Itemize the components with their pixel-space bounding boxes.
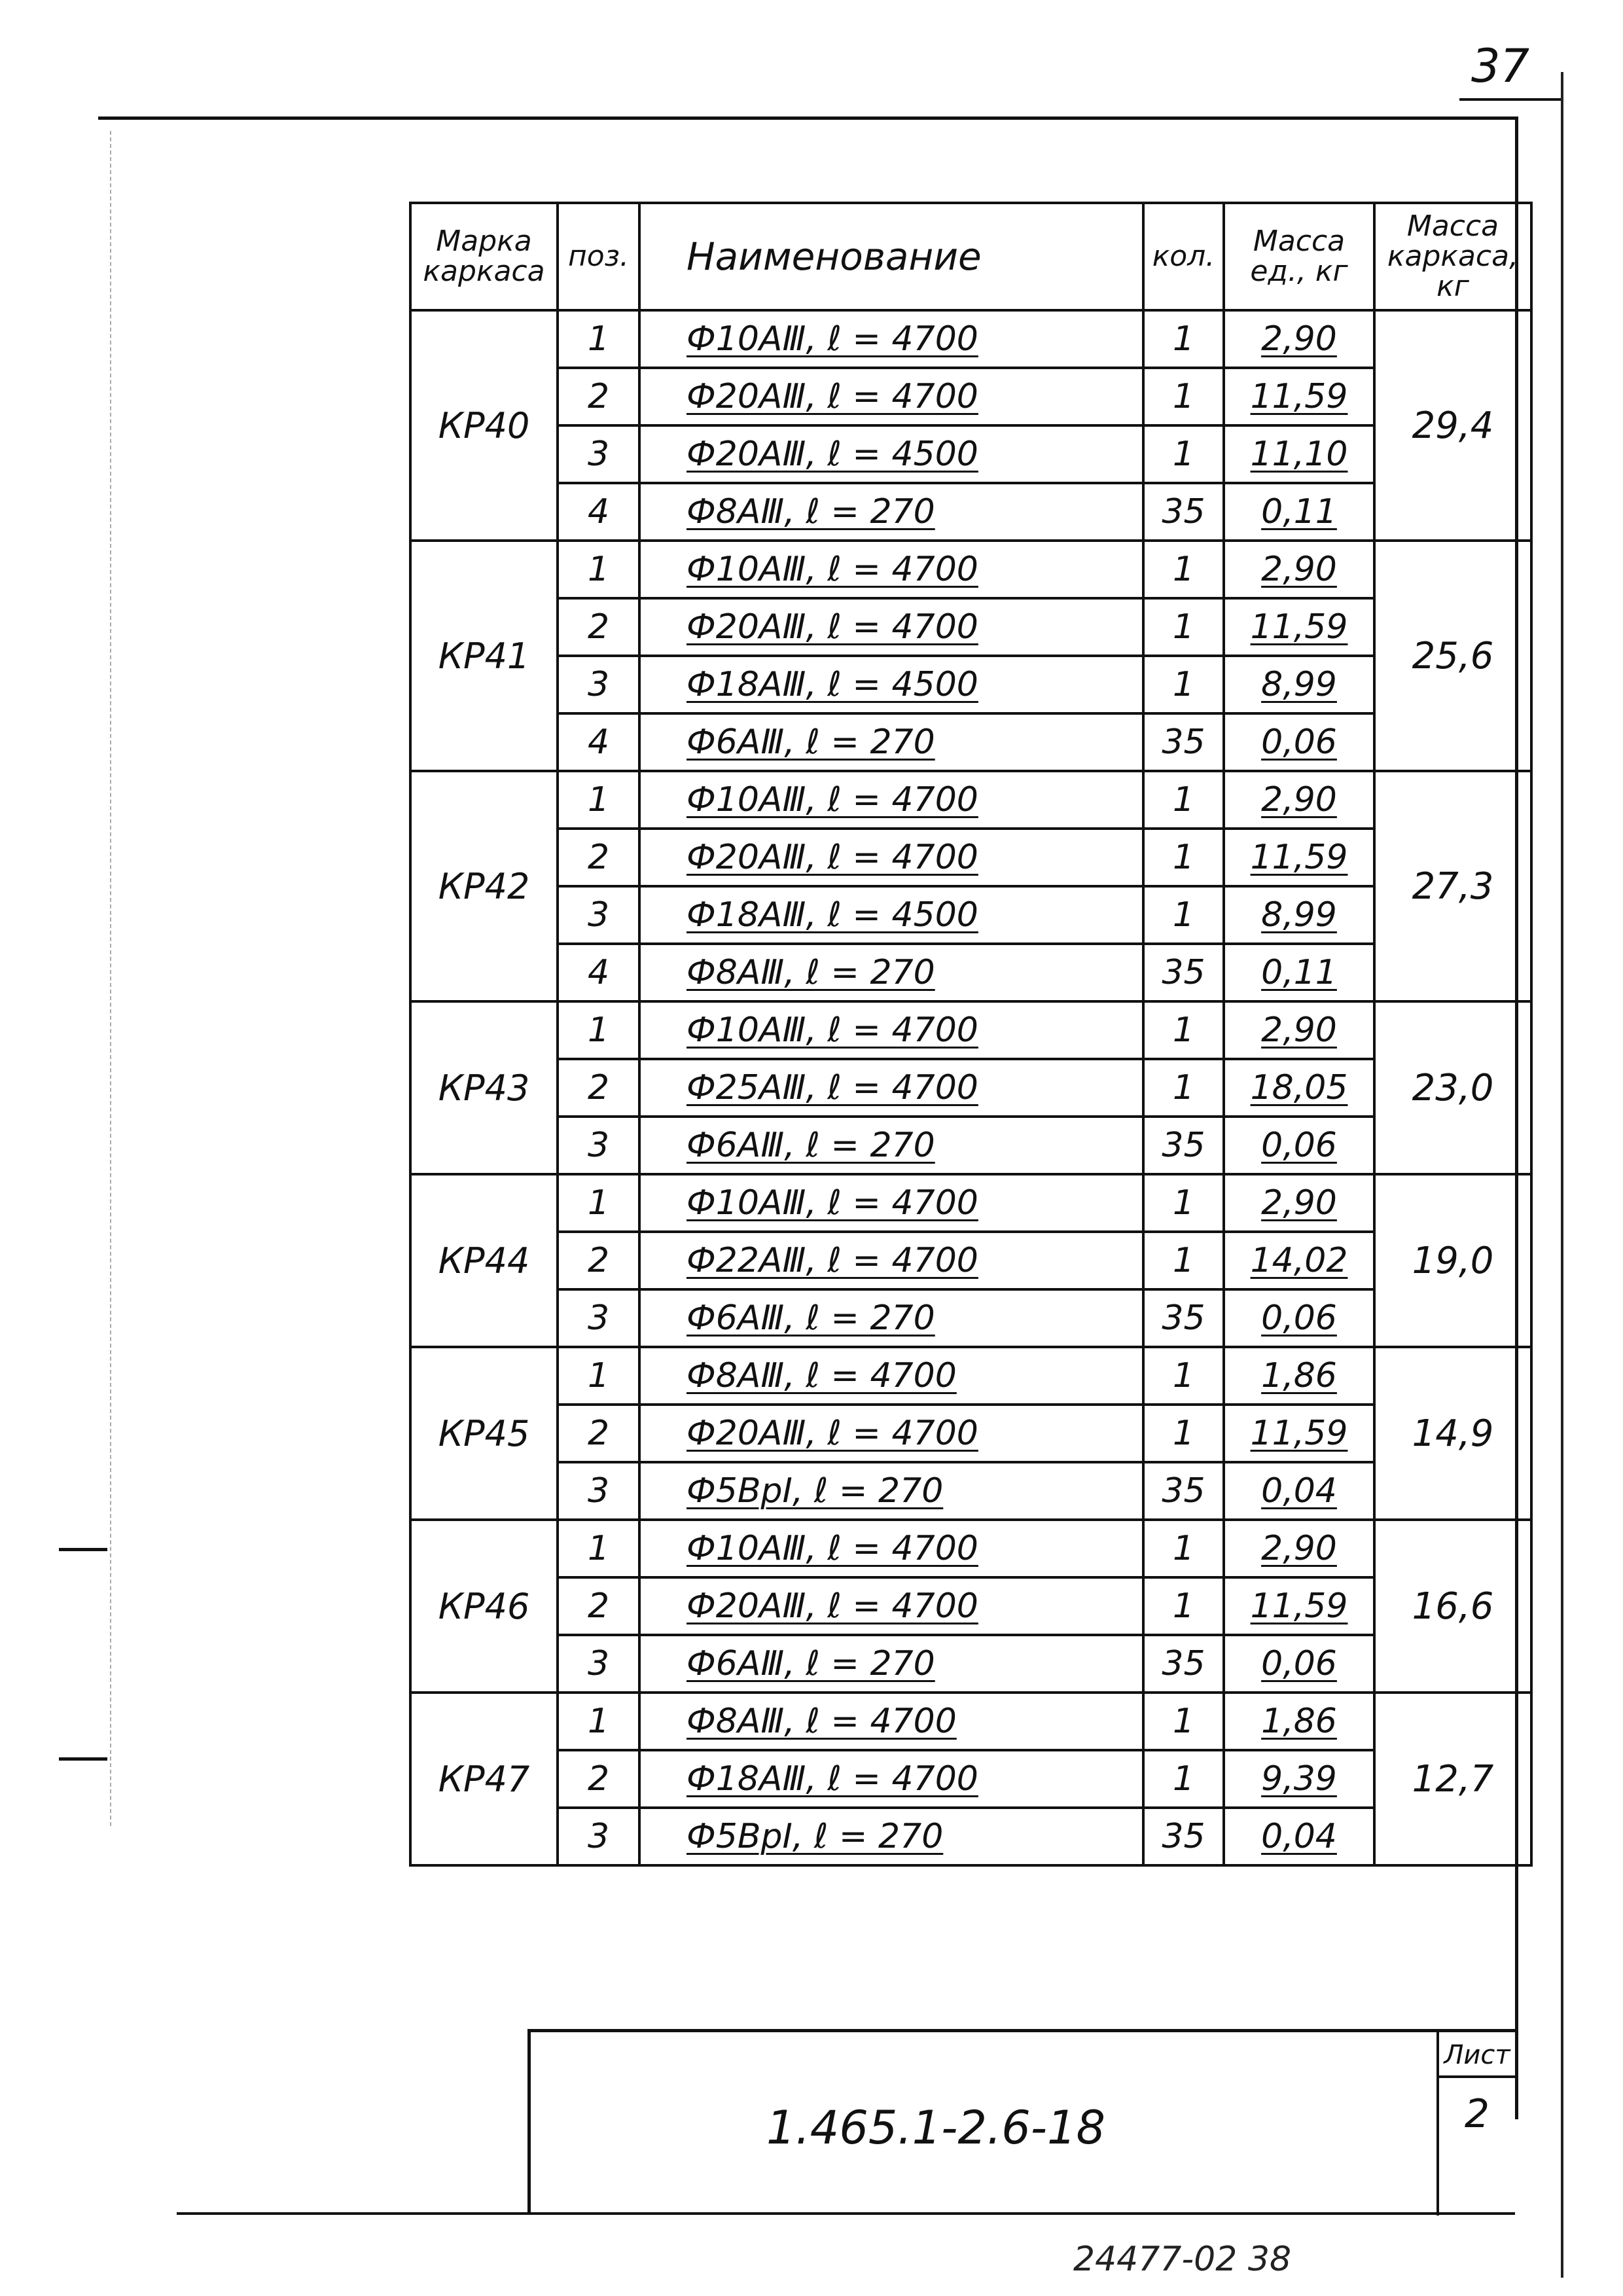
unit-mass-cell: 11,59 xyxy=(1224,1405,1374,1462)
unit-mass-cell: 2,90 xyxy=(1224,1001,1374,1059)
quantity-cell: 1 xyxy=(1143,1520,1224,1577)
frame-mark-cell: КР43 xyxy=(410,1001,558,1174)
quantity-cell: 35 xyxy=(1143,1117,1224,1174)
frame-mark-cell: КР47 xyxy=(410,1693,558,1865)
quantity-cell: 35 xyxy=(1143,483,1224,541)
table-row xyxy=(410,656,1531,713)
table-row xyxy=(410,1750,1531,1808)
name-cell: Ф20АⅢ, ℓ = 4700 xyxy=(639,1405,1143,1462)
binding-edge xyxy=(110,131,111,1826)
table-row xyxy=(410,1117,1531,1174)
frame-mass-cell: 29,4 xyxy=(1374,310,1531,541)
quantity-cell: 1 xyxy=(1143,829,1224,886)
table-row xyxy=(410,310,1531,368)
unit-mass-cell: 0,04 xyxy=(1224,1808,1374,1865)
name-cell: Ф20АⅢ, ℓ = 4700 xyxy=(639,598,1143,656)
table-row xyxy=(410,944,1531,1001)
sheet-box xyxy=(1436,2032,1515,2215)
title-block xyxy=(527,2029,1515,2212)
table-row xyxy=(410,1693,1531,1750)
header-frame-mass: Масса каркаса, кг xyxy=(1374,203,1531,310)
sheet-label: Лист xyxy=(1439,2032,1515,2078)
table-row xyxy=(410,1577,1531,1635)
unit-mass-cell: 0,11 xyxy=(1224,483,1374,541)
name-cell: Ф6АⅢ, ℓ = 270 xyxy=(639,1289,1143,1347)
table-header-row xyxy=(410,203,1531,310)
table-row xyxy=(410,368,1531,425)
name-cell: Ф10АⅢ, ℓ = 4700 xyxy=(639,541,1143,598)
position-cell: 3 xyxy=(558,1808,639,1865)
name-cell: Ф25АⅢ, ℓ = 4700 xyxy=(639,1059,1143,1117)
frame-mark-cell: КР42 xyxy=(410,771,558,1001)
frame-mark-cell: КР44 xyxy=(410,1174,558,1347)
position-cell: 3 xyxy=(558,886,639,944)
binding-mark xyxy=(59,1757,107,1761)
position-cell: 2 xyxy=(558,1059,639,1117)
table-row xyxy=(410,886,1531,944)
name-cell: Ф18АⅢ, ℓ = 4700 xyxy=(639,1750,1143,1808)
table-row xyxy=(410,713,1531,771)
archive-code: 24477-02 38 xyxy=(1073,2240,1292,2279)
name-cell: Ф10АⅢ, ℓ = 4700 xyxy=(639,1520,1143,1577)
unit-mass-cell: 14,02 xyxy=(1224,1232,1374,1289)
table-row xyxy=(410,829,1531,886)
unit-mass-cell: 0,06 xyxy=(1224,1117,1374,1174)
position-cell: 1 xyxy=(558,1693,639,1750)
position-cell: 1 xyxy=(558,310,639,368)
header-position: поз. xyxy=(558,203,639,310)
name-cell: Ф8АⅢ, ℓ = 270 xyxy=(639,944,1143,1001)
sheet-number: 2 xyxy=(1464,2091,1490,2137)
frame-top-border xyxy=(98,117,1515,120)
table-row xyxy=(410,1808,1531,1865)
position-cell: 3 xyxy=(558,656,639,713)
name-cell: Ф10АⅢ, ℓ = 4700 xyxy=(639,1174,1143,1232)
quantity-cell: 1 xyxy=(1143,1347,1224,1405)
quantity-cell: 35 xyxy=(1143,944,1224,1001)
bottom-rule xyxy=(177,2212,1515,2215)
name-cell: Ф20АⅢ, ℓ = 4700 xyxy=(639,1577,1143,1635)
frame-mark-cell: КР40 xyxy=(410,310,558,541)
quantity-cell: 1 xyxy=(1143,541,1224,598)
header-unit-mass: Масса ед., кг xyxy=(1224,203,1374,310)
unit-mass-cell: 11,59 xyxy=(1224,1577,1374,1635)
binding-mark xyxy=(59,1548,107,1551)
position-cell: 3 xyxy=(558,425,639,483)
quantity-cell: 1 xyxy=(1143,1174,1224,1232)
position-cell: 1 xyxy=(558,1347,639,1405)
name-cell: Ф8АⅢ, ℓ = 4700 xyxy=(639,1693,1143,1750)
unit-mass-cell: 0,04 xyxy=(1224,1462,1374,1520)
quantity-cell: 1 xyxy=(1143,1059,1224,1117)
table-row xyxy=(410,1462,1531,1520)
quantity-cell: 1 xyxy=(1143,886,1224,944)
position-cell: 2 xyxy=(558,1405,639,1462)
unit-mass-cell: 2,90 xyxy=(1224,541,1374,598)
quantity-cell: 35 xyxy=(1143,713,1224,771)
position-cell: 1 xyxy=(558,1520,639,1577)
table-row xyxy=(410,1520,1531,1577)
name-cell: Ф5ВрⅠ, ℓ = 270 xyxy=(639,1808,1143,1865)
quantity-cell: 1 xyxy=(1143,1693,1224,1750)
position-cell: 1 xyxy=(558,1174,639,1232)
table-body xyxy=(410,310,1531,1865)
quantity-cell: 1 xyxy=(1143,1001,1224,1059)
quantity-cell: 1 xyxy=(1143,771,1224,829)
name-cell: Ф6АⅢ, ℓ = 270 xyxy=(639,1117,1143,1174)
document-number: 1.465.1-2.6-18 xyxy=(766,2101,1106,2155)
unit-mass-cell: 2,90 xyxy=(1224,1520,1374,1577)
unit-mass-cell: 1,86 xyxy=(1224,1693,1374,1750)
name-cell: Ф22АⅢ, ℓ = 4700 xyxy=(639,1232,1143,1289)
table-row xyxy=(410,1232,1531,1289)
table-row xyxy=(410,598,1531,656)
quantity-cell: 1 xyxy=(1143,368,1224,425)
name-cell: Ф10АⅢ, ℓ = 4700 xyxy=(639,1001,1143,1059)
frame-mass-cell: 27,3 xyxy=(1374,771,1531,1001)
frame-mass-cell: 12,7 xyxy=(1374,1693,1531,1865)
position-cell: 4 xyxy=(558,944,639,1001)
table-row xyxy=(410,541,1531,598)
unit-mass-cell: 2,90 xyxy=(1224,310,1374,368)
unit-mass-cell: 0,06 xyxy=(1224,713,1374,771)
frame-mass-cell: 16,6 xyxy=(1374,1520,1531,1693)
position-cell: 1 xyxy=(558,541,639,598)
unit-mass-cell: 0,06 xyxy=(1224,1289,1374,1347)
name-cell: Ф10АⅢ, ℓ = 4700 xyxy=(639,771,1143,829)
quantity-cell: 35 xyxy=(1143,1289,1224,1347)
position-cell: 3 xyxy=(558,1462,639,1520)
header-name: Наименование xyxy=(639,203,1143,310)
frame-mark-cell: КР45 xyxy=(410,1347,558,1520)
table-row xyxy=(410,1635,1531,1693)
name-cell: Ф20АⅢ, ℓ = 4700 xyxy=(639,368,1143,425)
unit-mass-cell: 2,90 xyxy=(1224,771,1374,829)
unit-mass-cell: 0,06 xyxy=(1224,1635,1374,1693)
frame-mass-cell: 23,0 xyxy=(1374,1001,1531,1174)
table-row xyxy=(410,771,1531,829)
unit-mass-cell: 8,99 xyxy=(1224,886,1374,944)
name-cell: Ф18АⅢ, ℓ = 4500 xyxy=(639,656,1143,713)
name-cell: Ф10АⅢ, ℓ = 4700 xyxy=(639,310,1143,368)
name-cell: Ф20АⅢ, ℓ = 4500 xyxy=(639,425,1143,483)
position-cell: 4 xyxy=(558,483,639,541)
quantity-cell: 1 xyxy=(1143,1232,1224,1289)
unit-mass-cell: 11,59 xyxy=(1224,368,1374,425)
table-row xyxy=(410,1347,1531,1405)
unit-mass-cell: 11,59 xyxy=(1224,829,1374,886)
position-cell: 3 xyxy=(558,1117,639,1174)
position-cell: 2 xyxy=(558,1577,639,1635)
position-cell: 1 xyxy=(558,1001,639,1059)
name-cell: Ф6АⅢ, ℓ = 270 xyxy=(639,713,1143,771)
quantity-cell: 1 xyxy=(1143,425,1224,483)
position-cell: 3 xyxy=(558,1289,639,1347)
page-edge-top-line xyxy=(1459,98,1561,101)
table-row xyxy=(410,1289,1531,1347)
position-cell: 4 xyxy=(558,713,639,771)
quantity-cell: 1 xyxy=(1143,1577,1224,1635)
position-cell: 3 xyxy=(558,1635,639,1693)
position-cell: 1 xyxy=(558,771,639,829)
page-edge-line xyxy=(1561,72,1563,2278)
quantity-cell: 1 xyxy=(1143,1405,1224,1462)
unit-mass-cell: 9,39 xyxy=(1224,1750,1374,1808)
header-quantity: кол. xyxy=(1143,203,1224,310)
unit-mass-cell: 11,10 xyxy=(1224,425,1374,483)
name-cell: Ф5ВрⅠ, ℓ = 270 xyxy=(639,1462,1143,1520)
header-frame-mark: Марка каркаса xyxy=(410,203,558,310)
name-cell: Ф20АⅢ, ℓ = 4700 xyxy=(639,829,1143,886)
specification-table xyxy=(409,202,1533,1867)
unit-mass-cell: 2,90 xyxy=(1224,1174,1374,1232)
name-cell: Ф18АⅢ, ℓ = 4500 xyxy=(639,886,1143,944)
name-cell: Ф8АⅢ, ℓ = 4700 xyxy=(639,1347,1143,1405)
unit-mass-cell: 1,86 xyxy=(1224,1347,1374,1405)
table-row xyxy=(410,425,1531,483)
table-row xyxy=(410,1001,1531,1059)
quantity-cell: 35 xyxy=(1143,1808,1224,1865)
position-cell: 2 xyxy=(558,368,639,425)
position-cell: 2 xyxy=(558,1750,639,1808)
page-number: 37 xyxy=(1471,39,1530,93)
quantity-cell: 35 xyxy=(1143,1635,1224,1693)
position-cell: 2 xyxy=(558,598,639,656)
position-cell: 2 xyxy=(558,1232,639,1289)
unit-mass-cell: 8,99 xyxy=(1224,656,1374,713)
quantity-cell: 35 xyxy=(1143,1462,1224,1520)
unit-mass-cell: 11,59 xyxy=(1224,598,1374,656)
frame-mark-cell: КР41 xyxy=(410,541,558,771)
unit-mass-cell: 18,05 xyxy=(1224,1059,1374,1117)
quantity-cell: 1 xyxy=(1143,310,1224,368)
frame-mass-cell: 25,6 xyxy=(1374,541,1531,771)
unit-mass-cell: 0,11 xyxy=(1224,944,1374,1001)
name-cell: Ф6АⅢ, ℓ = 270 xyxy=(639,1635,1143,1693)
table-row xyxy=(410,1174,1531,1232)
table-row xyxy=(410,1405,1531,1462)
name-cell: Ф8АⅢ, ℓ = 270 xyxy=(639,483,1143,541)
quantity-cell: 1 xyxy=(1143,656,1224,713)
frame-mark-cell: КР46 xyxy=(410,1520,558,1693)
position-cell: 2 xyxy=(558,829,639,886)
quantity-cell: 1 xyxy=(1143,1750,1224,1808)
quantity-cell: 1 xyxy=(1143,598,1224,656)
frame-mass-cell: 19,0 xyxy=(1374,1174,1531,1347)
frame-mass-cell: 14,9 xyxy=(1374,1347,1531,1520)
table-row xyxy=(410,1059,1531,1117)
table-row xyxy=(410,483,1531,541)
